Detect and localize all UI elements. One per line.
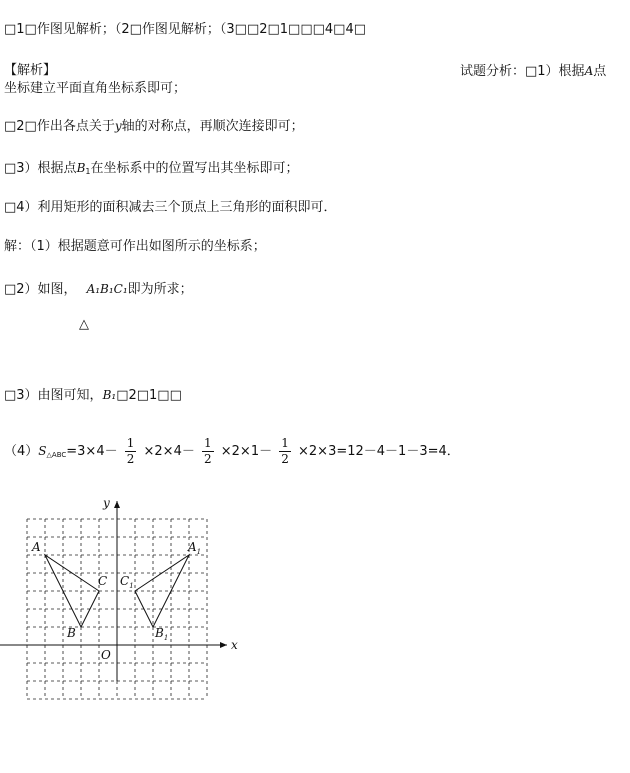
origin-label: O [101, 648, 111, 662]
intro-point-a: A [584, 64, 594, 78]
step2-suffix: 轴的对称点，再顺次连接即可； [121, 119, 304, 134]
s4-prefix: （4） [4, 444, 39, 459]
solution-s3 [4, 387, 182, 404]
s2-suffix: 即为所求； [127, 282, 193, 297]
intro-prefix: 试题分析：□1）根据 [460, 64, 585, 79]
analysis-heading: 【解析】 [4, 63, 57, 78]
coordinate-figure [0, 490, 260, 720]
s4-part2: ×2×4－ [143, 444, 195, 459]
s4-s: S [38, 444, 47, 458]
fraction-3: $\frac{1}{2}$ [281, 436, 289, 466]
step3-suffix: 在坐标系中的位置写出其坐标即可； [90, 161, 299, 176]
step3-sub: 1 [85, 167, 91, 176]
y-axis-arrow-icon [114, 501, 120, 508]
s3-suffix: □2□1□□ [116, 388, 182, 403]
s3-prefix: □3）由图可知， [4, 388, 103, 403]
s3-point: B₁ [102, 388, 117, 402]
x-axis-label: x [231, 638, 238, 652]
analysis-intro [460, 63, 606, 80]
solution-s4 [4, 436, 460, 467]
point-b-label: B [67, 626, 76, 640]
solution-s2 [4, 281, 193, 298]
s2-prefix: □2）如图， [4, 282, 77, 297]
analysis-step4: □4）利用矩形的面积减去三个顶点上三角形的面积即可． [4, 200, 337, 215]
fraction-1: $\frac{1}{2}$ [126, 436, 135, 466]
step3-prefix: □3）根据点 [4, 161, 77, 176]
step2-var: y [114, 119, 122, 133]
s4-part4: ×2×3=12－4－1－3=4． [298, 444, 460, 459]
point-a-label: A [32, 540, 41, 554]
answer-line: □1□作图见解析；（2□作图见解析；（3□□2□1□□□4□4□ [4, 22, 367, 37]
step3-point: B [76, 161, 86, 175]
analysis-line2: 坐标建立平面直角坐标系即可； [4, 81, 187, 96]
s4-sub: △ABC [46, 451, 67, 459]
step2-prefix: □2□作出各点关于 [4, 119, 115, 134]
s4-part3: ×2×1－ [220, 444, 273, 459]
fraction-2: $\frac{1}{2}$ [203, 436, 212, 466]
triangle-symbol: △ [79, 317, 89, 332]
solution-s1: 解：（1）根据题意可作出如图所示的坐标系； [4, 239, 266, 254]
x-axis-arrow-icon [220, 642, 227, 648]
y-axis-label: y [103, 496, 110, 510]
point-c-label: C [98, 574, 108, 588]
s2-triangle: A₁B₁C₁ [86, 282, 128, 296]
point-c1-label: $C_1$ [120, 574, 134, 590]
s4-part1: =3×4－ [66, 444, 118, 459]
intro-suffix: 点 [593, 64, 607, 79]
analysis-step2 [4, 118, 304, 135]
analysis-step3 [4, 160, 299, 180]
point-a1-label: $A_1$ [188, 540, 202, 556]
point-b1-label: $B_1$ [155, 626, 169, 642]
